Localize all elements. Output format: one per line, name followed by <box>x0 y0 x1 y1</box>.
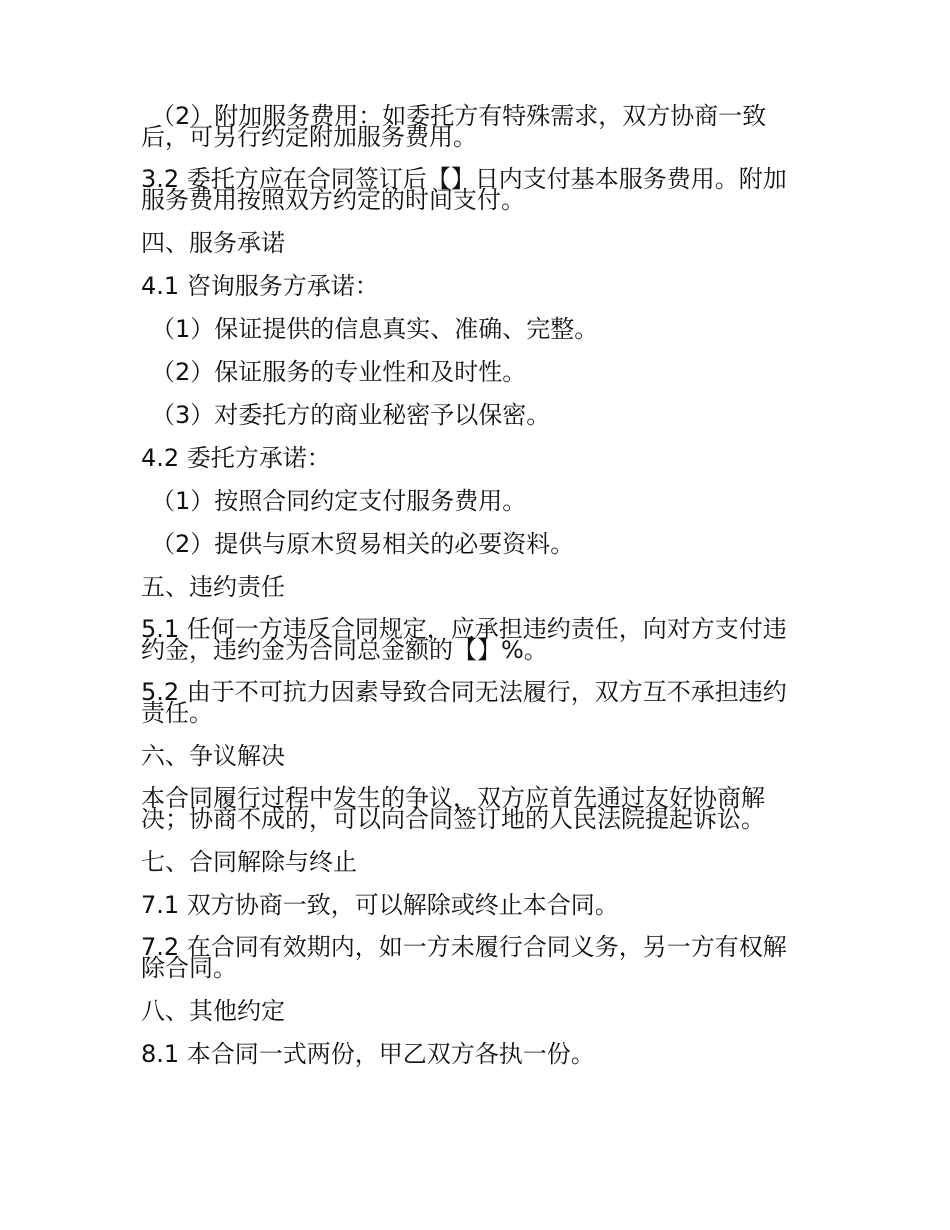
section-heading-6: 六、争议解决 <box>141 742 285 770</box>
clause-4-1: 4.1 咨询服务方承诺： <box>141 272 379 300</box>
clause-line: 决；协商不成的，可以向合同签订地的人民法院提起诉讼。 <box>141 805 765 833</box>
clause-line: 除合同。 <box>141 954 237 982</box>
clause-line: 本合同履行过程中发生的争议，双方应首先通过友好协商解 <box>141 784 765 812</box>
clause-line: 7.2 在合同有效期内，如一方未履行合同义务，另一方有权解 <box>141 933 787 961</box>
clause-line: 后，可另行约定附加服务费用。 <box>141 123 477 151</box>
clause-8-1: 8.1 本合同一式两份，甲乙双方各执一份。 <box>141 1040 595 1068</box>
clause-line: 5.2 由于不可抗力因素导致合同无法履行，双方互不承担违约 <box>141 678 787 706</box>
clause-5-1 <box>141 615 811 664</box>
clause-4-2-2: （2）提供与原木贸易相关的必要资料。 <box>151 530 575 558</box>
clause-line: 5.1 任何一方违反合同规定，应承担违约责任，向对方支付违 <box>141 615 787 643</box>
clause-7-2 <box>141 933 811 982</box>
clause-line: 责任。 <box>141 699 213 727</box>
section-heading-7: 七、合同解除与终止 <box>141 848 357 876</box>
clause-4-2: 4.2 委托方承诺： <box>141 444 331 472</box>
clause-4-1-3: （3）对委托方的商业秘密予以保密。 <box>151 401 551 429</box>
dispute-resolution-text <box>141 784 811 833</box>
section-heading-8: 八、其他约定 <box>141 997 285 1025</box>
clause-3-1-2 <box>141 102 811 151</box>
section-heading-4: 四、服务承诺 <box>141 229 285 257</box>
clause-3-2 <box>141 165 811 214</box>
clause-5-2 <box>141 678 811 727</box>
document-page <box>141 102 811 1086</box>
clause-4-2-1: （1）按照合同约定支付服务费用。 <box>151 487 527 515</box>
clause-line: 服务费用按照双方约定的时间支付。 <box>141 186 525 214</box>
clause-4-1-2: （2）保证服务的专业性和及时性。 <box>151 358 527 386</box>
clause-line: 约金，违约金为合同总金额的【】%。 <box>141 636 548 664</box>
clause-4-1-1: （1）保证提供的信息真实、准确、完整。 <box>151 315 599 343</box>
clause-7-1: 7.1 双方协商一致，可以解除或终止本合同。 <box>141 891 619 919</box>
section-heading-5: 五、违约责任 <box>141 573 285 601</box>
clause-line: （2）附加服务费用：如委托方有特殊需求，双方协商一致 <box>151 102 767 130</box>
clause-line: 3.2 委托方应在合同签订后【】日内支付基本服务费用。附加 <box>141 165 787 193</box>
